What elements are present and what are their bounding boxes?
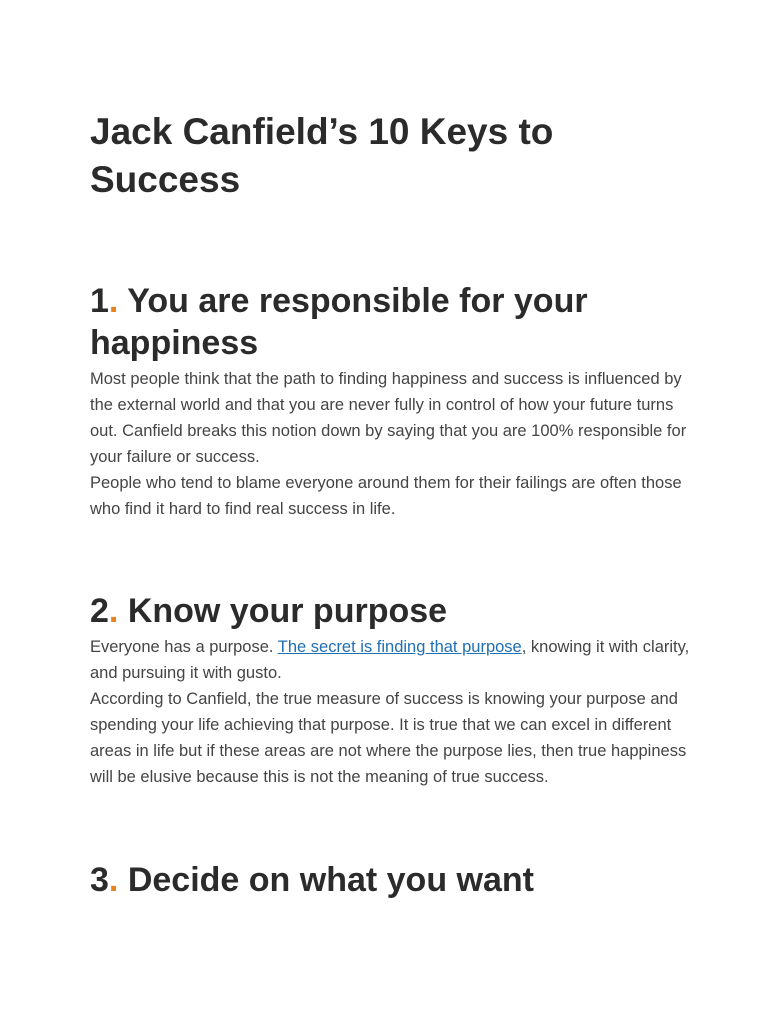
section-number-dot: . — [108, 861, 119, 899]
section-number: 2 — [90, 592, 109, 630]
section-number-dot: . — [108, 592, 119, 630]
intro-text: Everyone has a purpose. — [90, 638, 278, 656]
body-paragraph: People who tend to blame everyone around them for their failings are often those who find it hard to find real success in life. — [90, 474, 682, 518]
intro-text-continued: , knowing it with clarity, and pursuing it with gusto. — [90, 638, 690, 682]
section-heading-text: Know your purpose — [118, 592, 448, 630]
body-paragraph: According to Canfield, the true measure of success is knowing your purpose and spending your life achieving that purpose. It is true that we can excel in different areas in life but if these areas are not where the purpose lies, then true happiness will be elusive because this is not the meaning of true success. — [90, 690, 687, 786]
section-heading — [90, 859, 690, 901]
section-1 — [90, 280, 690, 522]
section-number-dot: . — [108, 282, 119, 320]
document-page — [90, 108, 690, 901]
section-3 — [90, 859, 690, 901]
body-paragraph: Most people think that the path to finding happiness and success is influenced by the external world and that you are never fully in control of how your future turns out. Canfield breaks this notion down by saying that you are 100% responsible for your failure or success. — [90, 370, 687, 466]
body-paragraph — [90, 634, 690, 686]
section-heading-text: You are responsible for your happiness — [90, 282, 588, 362]
section-heading — [90, 590, 690, 632]
document-title — [90, 108, 690, 204]
purpose-link[interactable]: The secret is finding that purpose — [277, 638, 522, 656]
title-line-2: Success — [90, 159, 241, 200]
section-number: 1 — [90, 282, 109, 320]
section-number: 3 — [90, 861, 109, 899]
section-heading — [90, 280, 690, 364]
section-2 — [90, 590, 690, 790]
title-line-1: Jack Canfield’s 10 Keys to — [90, 111, 554, 152]
section-heading-text: Decide on what you want — [118, 861, 534, 899]
